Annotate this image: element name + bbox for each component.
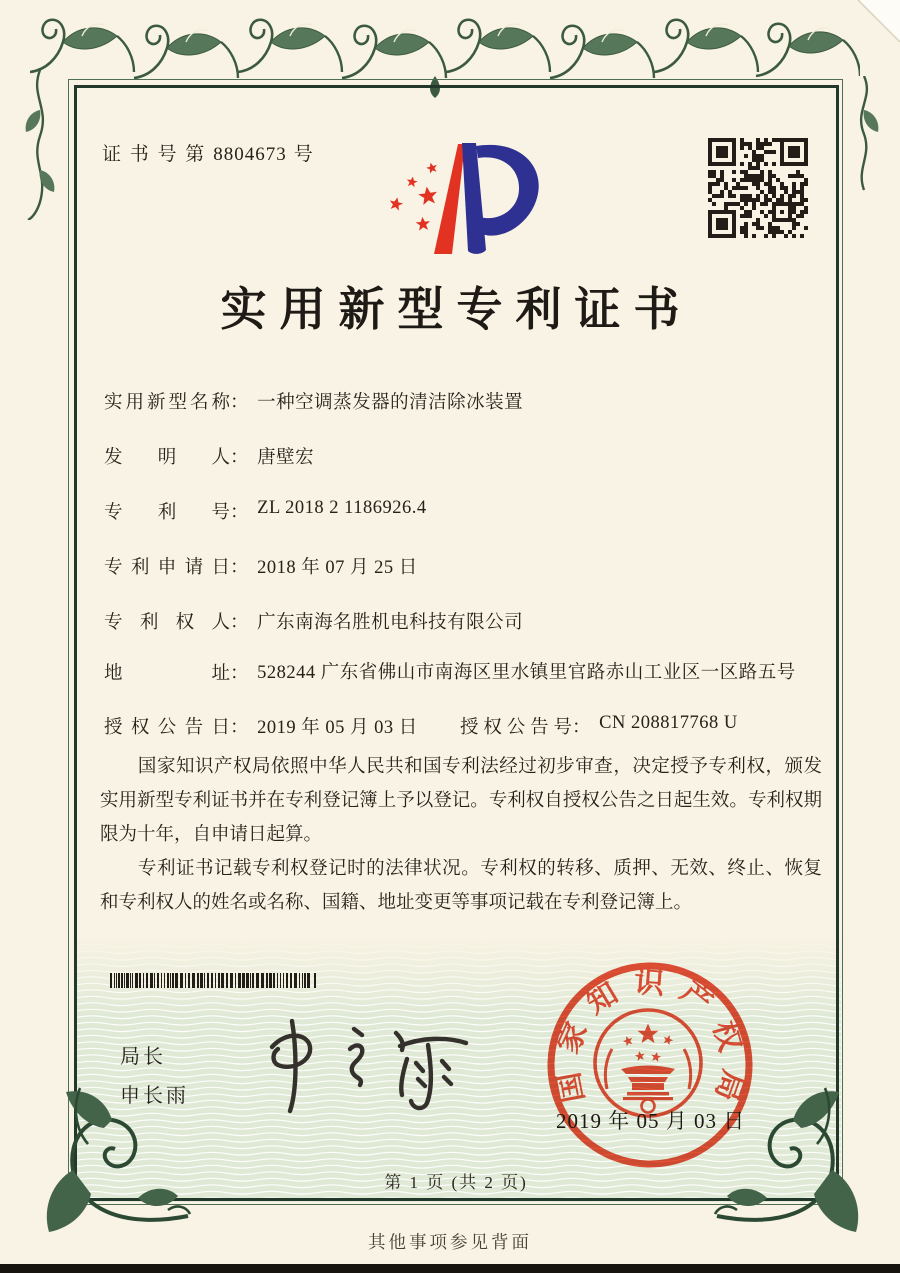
left-edge-vine-ornament [22,70,58,220]
right-edge-vine-ornament [846,76,882,196]
legal-paragraph-2: 专利证书记载专利权登记时的法律状况。专利权的转移、质押、无效、终止、恢复和专利权人的姓名或名称、国籍、地址变更等事项记载在专利登记簿上。 [100,859,822,913]
certificate-title: 实用新型专利证书 [220,284,693,335]
field-value: CN 208817768 U [599,713,738,733]
logo-blue-stem [462,143,486,254]
colon: ： [230,448,249,468]
field-value: 2019 年 05 月 03 日 [257,718,418,738]
field-value: 唐壁宏 [257,448,315,468]
field-label: 授权公告日 [104,718,230,738]
colon: ： [230,393,249,413]
colon: ： [572,718,591,738]
field-row-address [104,659,817,688]
colon: ： [230,613,249,633]
logo-stars [388,161,438,231]
field-label: 专利申请日 [104,558,230,578]
certificate-number-prefix: 证 书 号 第 [102,144,207,165]
commissioner-name: 申长雨 [120,1085,189,1107]
legal-paragraph-1: 国家知识产权局依照中华人民共和国专利法经过初步审查，决定授予专利权，颁发实用新型专利证书并在专利登记簿上予以登记。专利权自授权公告之日起生效。专利权期限为十年，自申请日起算。 [100,757,822,845]
svg-text:国家知识产权局 [550,966,751,1119]
field-value: 一种空调蒸发器的清洁除冰装置 [257,393,524,413]
field-row-patentee [104,608,523,634]
colon: ： [230,718,249,738]
page-number: 第 1 页 (共 2 页) [384,1173,528,1192]
barcode [110,972,320,989]
seal-date: 2019 年 05 月 03 日 [556,1109,746,1133]
colon: ： [230,503,249,523]
scan-corner-curl [840,0,900,48]
field-label: 专利号 [104,503,230,523]
certificate-number-value: 8804673 [213,144,287,165]
field-label: 专利权人 [104,613,230,633]
cnipa-logo [372,138,550,262]
seal-ring-text: 国家知识产权局 [549,965,751,1119]
field-row-grant-number [460,713,738,739]
legal-text [100,750,822,920]
field-row-filing-date [104,553,418,579]
handwritten-signature [250,1015,480,1115]
commissioner-title: 局长 [120,1046,166,1068]
logo-red-wedge [434,144,465,254]
certificate-number-line [102,139,315,166]
certificate-number-suffix: 号 [293,144,315,165]
colon: ： [230,558,249,578]
field-label: 实用新型名称 [104,393,230,413]
field-label: 发明人 [104,448,230,468]
cnipa-official-seal [520,935,780,1195]
qr-code [708,138,808,238]
colon: ： [230,664,249,684]
field-label: 地址 [104,664,230,684]
field-value: 2018 年 07 月 25 日 [257,558,418,578]
scan-edge-shadow [0,1264,900,1273]
field-row-patent-number [104,498,427,524]
field-row-utility-model-name [104,388,523,414]
field-row-grant-date [104,713,418,739]
seal-national-emblem [595,1010,701,1116]
field-value: 广东南海名胜机电科技有限公司 [257,613,524,633]
back-side-note: 其他事项参见背面 [368,1232,532,1252]
field-label: 授权公告号 [460,718,572,738]
field-value: 528244 广东省佛山市南海区里水镇里官路赤山工业区一区路五号 [257,663,796,683]
field-value: ZL 2018 2 1186926.4 [257,498,427,518]
field-row-inventor [104,443,314,469]
logo-blue-bowl [474,145,539,236]
